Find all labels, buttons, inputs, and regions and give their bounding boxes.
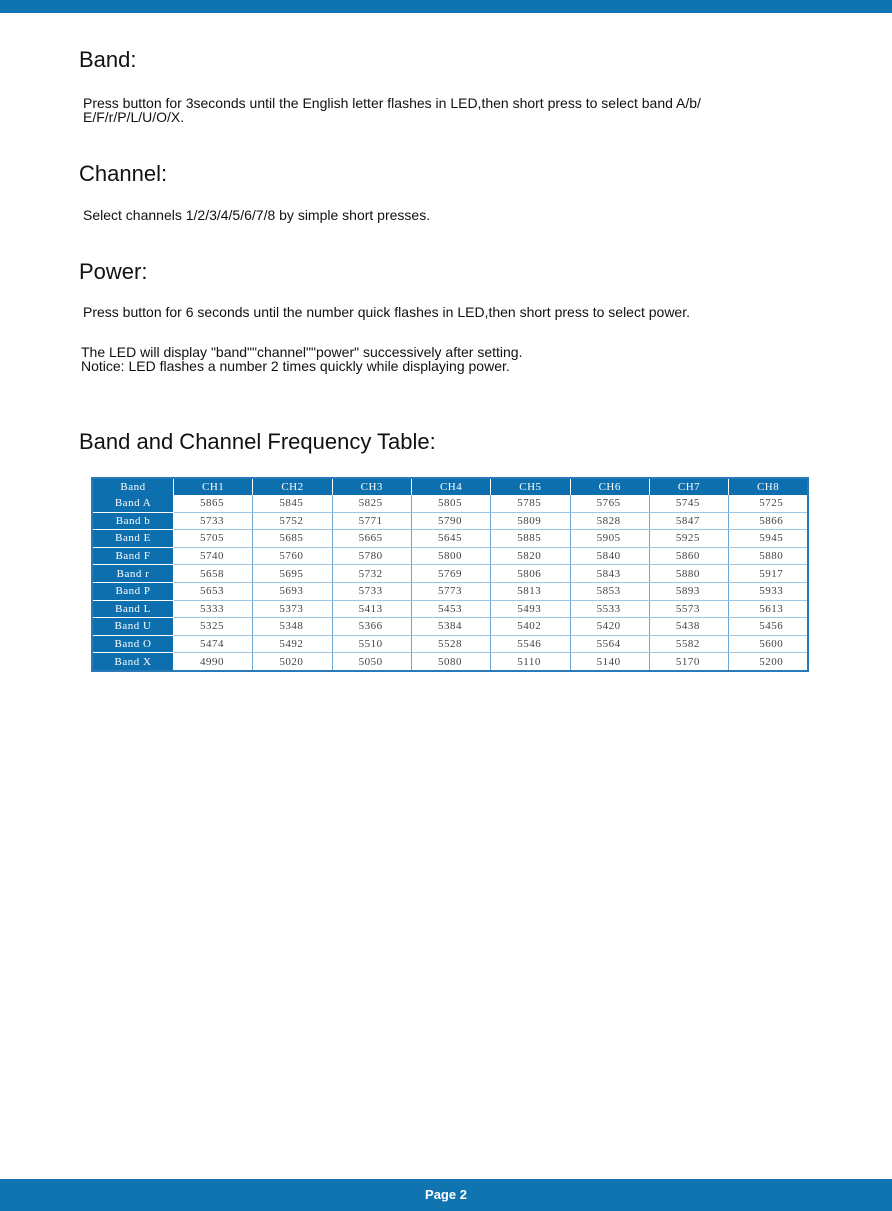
table-row	[92, 547, 808, 565]
frequency-cell: 5806	[491, 565, 570, 583]
frequency-cell: 5785	[491, 495, 570, 512]
frequency-cell: 5438	[649, 618, 728, 636]
frequency-cell: 5828	[570, 512, 649, 530]
frequency-cell: 5725	[729, 495, 808, 512]
frequency-table-heading: Band and Channel Frequency Table:	[79, 429, 436, 454]
band-name-cell: Band E	[92, 530, 174, 548]
led-flash-notice: Notice: LED flashes a number 2 times quickly while displaying power.	[81, 358, 510, 374]
frequency-cell: 5140	[570, 653, 649, 671]
frequency-cell: 5170	[649, 653, 728, 671]
frequency-cell: 5020	[253, 653, 332, 671]
table-header-row	[92, 478, 808, 495]
column-header-ch1: CH1	[174, 478, 253, 495]
frequency-cell: 5573	[649, 600, 728, 618]
table-row	[92, 512, 808, 530]
frequency-cell: 5853	[570, 582, 649, 600]
frequency-cell: 5945	[729, 530, 808, 548]
frequency-table	[91, 477, 809, 672]
frequency-cell: 5880	[649, 565, 728, 583]
frequency-cell: 5925	[649, 530, 728, 548]
led-display-note: The LED will display "band""channel""power" successively after setting.	[81, 344, 523, 360]
power-heading: Power:	[79, 259, 148, 284]
frequency-cell: 5805	[411, 495, 490, 512]
frequency-cell: 5453	[411, 600, 490, 618]
frequency-cell: 5325	[174, 618, 253, 636]
column-header-ch4: CH4	[411, 478, 490, 495]
frequency-cell: 5752	[253, 512, 332, 530]
frequency-cell: 5760	[253, 547, 332, 565]
frequency-cell: 5780	[332, 547, 411, 565]
frequency-cell: 5865	[174, 495, 253, 512]
table-row	[92, 495, 808, 512]
frequency-cell: 5740	[174, 547, 253, 565]
band-name-cell: Band A	[92, 495, 174, 512]
column-header-ch7: CH7	[649, 478, 728, 495]
frequency-cell: 5533	[570, 600, 649, 618]
frequency-cell: 5733	[332, 582, 411, 600]
band-name-cell: Band U	[92, 618, 174, 636]
frequency-cell: 5820	[491, 547, 570, 565]
frequency-cell: 5695	[253, 565, 332, 583]
frequency-cell: 5600	[729, 635, 808, 653]
band-name-cell: Band X	[92, 653, 174, 671]
frequency-cell: 5843	[570, 565, 649, 583]
frequency-cell: 5847	[649, 512, 728, 530]
band-instructions	[83, 96, 701, 124]
frequency-cell: 5685	[253, 530, 332, 548]
frequency-cell: 5510	[332, 635, 411, 653]
table-row	[92, 582, 808, 600]
top-accent-bar	[0, 0, 892, 13]
frequency-cell: 5348	[253, 618, 332, 636]
frequency-cell: 5564	[570, 635, 649, 653]
frequency-cell: 5705	[174, 530, 253, 548]
band-name-cell: Band r	[92, 565, 174, 583]
frequency-cell: 5825	[332, 495, 411, 512]
frequency-cell: 5693	[253, 582, 332, 600]
table-row	[92, 618, 808, 636]
column-header-ch5: CH5	[491, 478, 570, 495]
frequency-cell: 5528	[411, 635, 490, 653]
frequency-cell: 5413	[332, 600, 411, 618]
table-row	[92, 635, 808, 653]
table-row	[92, 600, 808, 618]
frequency-cell: 5813	[491, 582, 570, 600]
band-name-cell: Band P	[92, 582, 174, 600]
frequency-cell: 5546	[491, 635, 570, 653]
frequency-cell: 5809	[491, 512, 570, 530]
frequency-cell: 5885	[491, 530, 570, 548]
frequency-cell: 5732	[332, 565, 411, 583]
frequency-cell: 5769	[411, 565, 490, 583]
band-name-cell: Band F	[92, 547, 174, 565]
frequency-cell: 5840	[570, 547, 649, 565]
led-notes	[81, 345, 522, 373]
frequency-cell: 5384	[411, 618, 490, 636]
frequency-cell: 5200	[729, 653, 808, 671]
frequency-cell: 5773	[411, 582, 490, 600]
frequency-cell: 5080	[411, 653, 490, 671]
page-footer	[0, 1179, 892, 1211]
channel-instructions: Select channels 1/2/3/4/5/6/7/8 by simple short presses.	[83, 207, 431, 223]
frequency-cell: 5665	[332, 530, 411, 548]
frequency-cell: 5050	[332, 653, 411, 671]
band-name-cell: Band L	[92, 600, 174, 618]
band-instructions-line-1: Press button for 3seconds until the English letter flashes in LED,then short press to select band A/b/	[83, 95, 701, 111]
frequency-cell: 5893	[649, 582, 728, 600]
frequency-cell: 5845	[253, 495, 332, 512]
page-number: Page 2	[425, 1187, 467, 1202]
power-instructions: Press button for 6 seconds until the number quick flashes in LED,then short press to select power.	[83, 304, 690, 320]
column-header-ch6: CH6	[570, 478, 649, 495]
frequency-cell: 5456	[729, 618, 808, 636]
frequency-cell: 5373	[253, 600, 332, 618]
frequency-cell: 5653	[174, 582, 253, 600]
column-header-ch2: CH2	[253, 478, 332, 495]
frequency-cell: 5333	[174, 600, 253, 618]
frequency-cell: 5613	[729, 600, 808, 618]
frequency-cell: 5790	[411, 512, 490, 530]
table-row	[92, 530, 808, 548]
table-row	[92, 653, 808, 671]
table-row	[92, 565, 808, 583]
frequency-cell: 5800	[411, 547, 490, 565]
frequency-cell: 4990	[174, 653, 253, 671]
frequency-cell: 5582	[649, 635, 728, 653]
column-header-ch3: CH3	[332, 478, 411, 495]
frequency-cell: 5880	[729, 547, 808, 565]
frequency-cell: 5420	[570, 618, 649, 636]
frequency-cell: 5860	[649, 547, 728, 565]
frequency-cell: 5658	[174, 565, 253, 583]
frequency-cell: 5493	[491, 600, 570, 618]
frequency-cell: 5733	[174, 512, 253, 530]
band-name-cell: Band b	[92, 512, 174, 530]
frequency-cell: 5492	[253, 635, 332, 653]
frequency-cell: 5905	[570, 530, 649, 548]
frequency-cell: 5917	[729, 565, 808, 583]
band-heading: Band:	[79, 47, 137, 72]
frequency-cell: 5771	[332, 512, 411, 530]
frequency-cell: 5765	[570, 495, 649, 512]
frequency-cell: 5110	[491, 653, 570, 671]
frequency-cell: 5366	[332, 618, 411, 636]
frequency-cell: 5474	[174, 635, 253, 653]
channel-heading: Channel:	[79, 161, 168, 186]
band-instructions-line-2: E/F/r/P/L/U/O/X.	[83, 109, 185, 125]
frequency-cell: 5866	[729, 512, 808, 530]
band-name-cell: Band O	[92, 635, 174, 653]
column-header-ch8: CH8	[729, 478, 808, 495]
frequency-cell: 5402	[491, 618, 570, 636]
frequency-cell: 5933	[729, 582, 808, 600]
column-header-band: Band	[92, 478, 174, 495]
frequency-cell: 5745	[649, 495, 728, 512]
frequency-cell: 5645	[411, 530, 490, 548]
